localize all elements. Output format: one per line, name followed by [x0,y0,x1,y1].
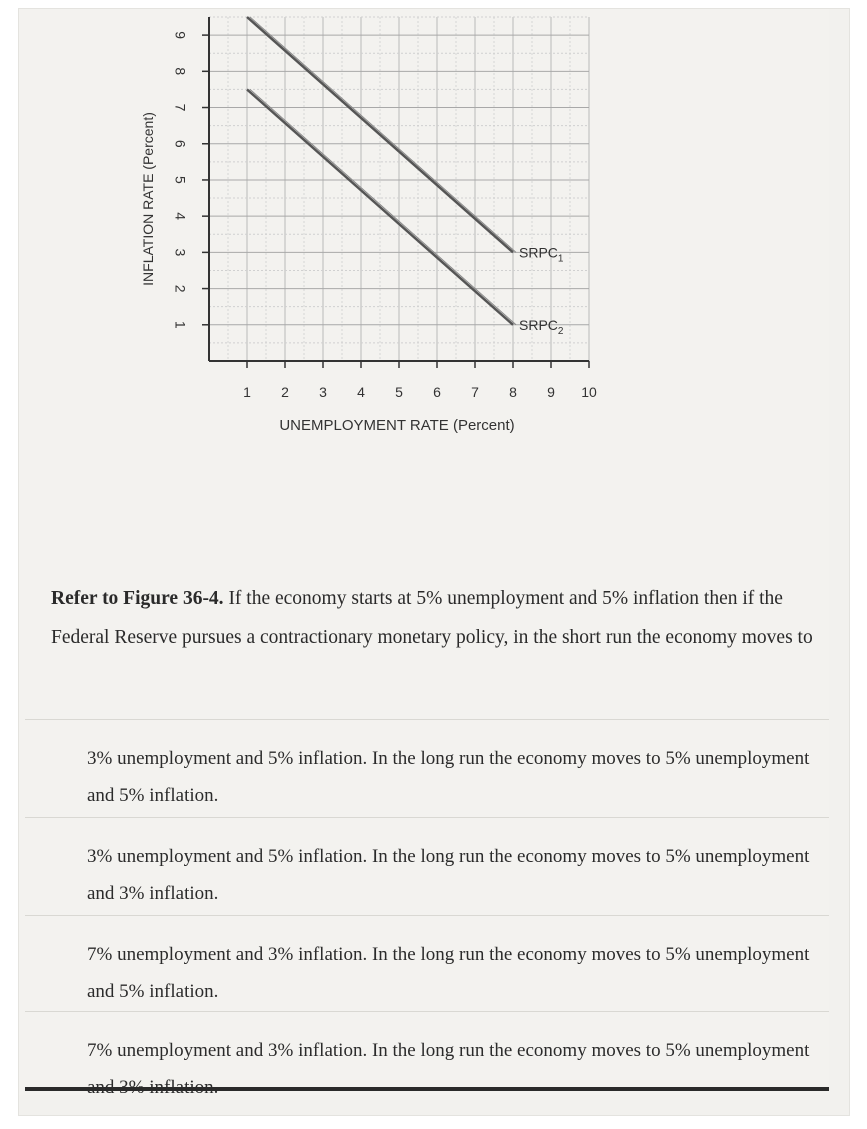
x-tick-label: 9 [547,384,555,400]
answer-option-text: 7% unemployment and 3% inflation. In the long run the economy moves to 5% unemployment [87,1040,810,1061]
y-tick-label: 4 [172,212,189,221]
srpc-1-label: $SRPC_1$ [519,244,564,265]
phillips-curve-chart [19,9,829,569]
x-tick-label: 5 [395,384,403,400]
x-tick-label: 10 [581,384,597,400]
y-tick-label: 5 [172,176,189,184]
answer-option-3[interactable] [25,915,829,1008]
x-tick-label: 7 [471,384,479,400]
x-tick-label: 3 [319,384,327,400]
question-body: If the economy starts at 5% unemployment and 5% inflation then if the Federal Reserve pursues a contractionary monetary policy, in the short run the economy moves to [51,588,813,648]
x-axis-title: UNEMPLOYMENT RATE (Percent) [279,417,515,434]
answer-option-text: 3% unemployment and 5% inflation. In the long run the economy moves to 5% unemployment and 3% inflation. [87,846,810,904]
x-tick-label: 2 [281,384,289,400]
answer-option-text: 7% unemployment and 3% inflation. In the long run the economy moves to 5% unemployment and 5% inflation. [87,944,810,1002]
bottom-rule [25,1087,829,1091]
y-tick-label: 7 [172,103,189,112]
srpc-2-line-shadow [250,89,516,324]
y-axis-title: INFLATION RATE (Percent) [140,112,156,286]
x-tick-label: 6 [433,384,441,400]
srpc-2-label: $SRPC_2$ [519,316,564,337]
x-tick-label: 8 [509,384,517,400]
question-text [51,579,821,657]
answer-option-2[interactable] [25,817,829,910]
x-tick-label: 4 [357,384,365,400]
srpc-1-line-shadow [250,17,516,252]
question-card [18,8,850,1116]
x-tick-label: 1 [243,384,251,400]
figure-reference: Refer to Figure 36-4. [51,588,224,609]
y-tick-label: 1 [172,320,189,329]
y-tick-label: 2 [172,284,189,293]
y-tick-label: 8 [172,67,189,76]
answer-option-1[interactable] [25,719,829,812]
y-tick-label: 6 [172,139,189,148]
answer-option-text: 3% unemployment and 5% inflation. In the long run the economy moves to 5% unemployment and 5% inflation. [87,748,810,806]
y-tick-label: 3 [172,248,189,257]
y-tick-label: 9 [172,31,189,40]
